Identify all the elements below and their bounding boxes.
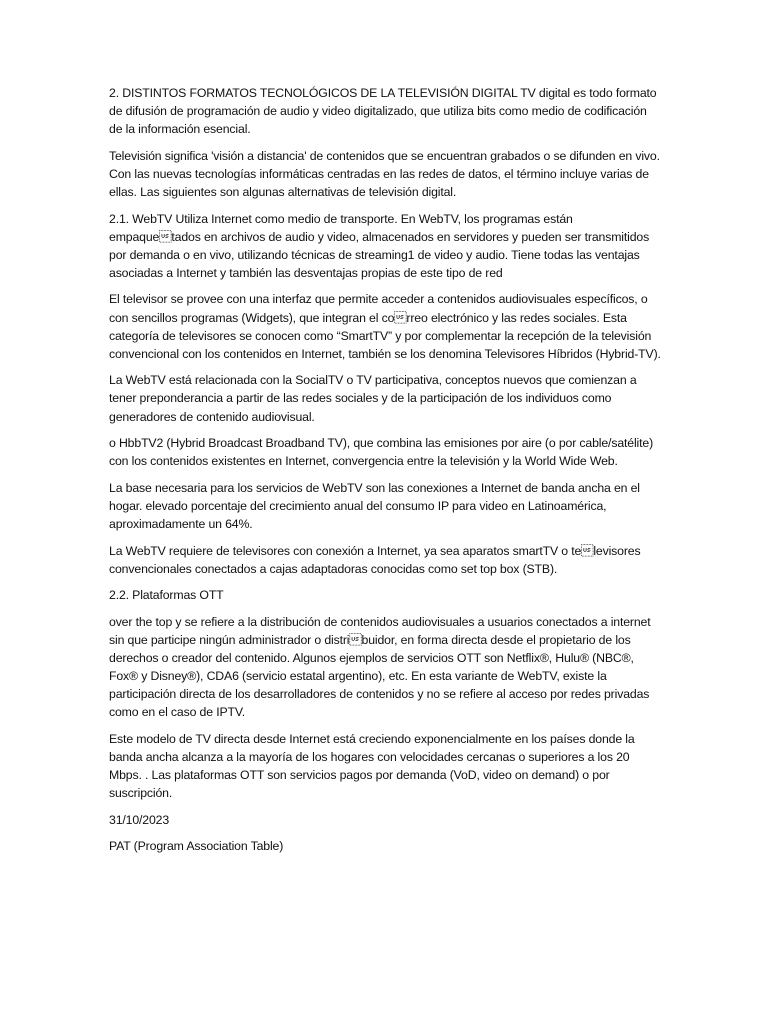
paragraph-webtv-requirements: La WebTV requiere de televisores con conexión a Internet, ya sea aparatos smartTV o te levisores convencionales conectados a cajas adaptadoras conocidas como set top box (STB).	[109, 543, 641, 576]
paragraph-ott-definition: over the top y se refiere a la distribución de contenidos audiovisuales a usuarios conectados a internet sin que participe ningún administrador o distri buidor, en forma directa desde el propietario de los derechos o creador del contenido. Algunos ejemplos de servicios OTT son Netflix®, Hulu® (NBC®, Fox® y Disney®), CDA6 (servicio estatal argentino), etc. En esta variante de WebTV, existe la participación directa de los desarrolladores de contenidos y no se refiere al acceso por redes privadas como en el caso de IPTV.	[109, 614, 651, 720]
document-body	[109, 84, 662, 864]
section-heading-ott: 2.2. Plataformas OTT	[109, 588, 224, 603]
paragraph-pat: PAT (Program Association Table)	[109, 839, 284, 854]
paragraph-broadband: La base necesaria para los servicios de WebTV son las conexiones a Internet de banda ancha en el hogar. elevado porcentaje del crecimiento anual del consumo IP para video en Latinoamérica, aproximadamente un 64%.	[109, 480, 640, 531]
paragraph-heading-formats: 2. DISTINTOS FORMATOS TECNOLÓGICOS DE LA TELEVISIÓN DIGITAL TV digital es todo formato de difusión de programación de audio y video digitalizado, que utiliza bits como medio de codificación de la información esencial.	[109, 86, 657, 137]
paragraph-hbbtv: o HbbTV2 (Hybrid Broadcast Broadband TV), que combina las emisiones por aire (o por cable/satélite) con los contenidos existentes en Internet, convergencia entre la televisión y la World Wide Web.	[109, 436, 654, 469]
paragraph-socialtv: La WebTV está relacionada con la SocialTV o TV participativa, conceptos nuevos que comienzan a tener preponderancia a partir de las redes sociales y de la participación de los individuos como generadores de contenido audiovisual.	[109, 373, 637, 424]
paragraph-television-meaning: Televisión significa 'visión a distancia' de contenidos que se encuentran grabados o se difunden en vivo. Con las nuevas tecnologías informáticas centradas en las redes de datos, el término incluye varias de ellas. Las siguientes son algunas alternativas de televisión digital.	[109, 148, 660, 199]
paragraph-webtv: 2.1. WebTV Utiliza Internet como medio de transporte. En WebTV, los programas están empaque tados en archivos de audio y video, almacenados en servidores y pueden ser transmitidos por demanda o en vivo, utilizando técnicas de streaming1 de video y audio. Tiene todas las ventajas asociadas a Internet y también las desventajas propias de este tipo de red	[109, 211, 650, 280]
paragraph-smarttv: El televisor se provee con una interfaz que permite acceder a contenidos audiovisuales específicos, o con sencillos programas (Widgets), que integran el co rreo electrónico y las redes sociales. Esta categoría de televisores se conocen como “SmartTV” y por complementar la recepción de la televisión convencional con los contenidos en Internet, también se los denomina Televisores Híbridos (Hybrid-TV).	[109, 292, 661, 361]
paragraph-ott-model: Este modelo de TV directa desde Internet está creciendo exponencialmente en los países donde la banda ancha alcanza a la mayoría de los hogares con velocidades cercanas o superiores a los 20 Mbps. . Las plataformas OTT son servicios pagos por demanda (VoD, video on demand) o por suscripción.	[109, 731, 635, 801]
date-line: 31/10/2023	[109, 812, 170, 827]
